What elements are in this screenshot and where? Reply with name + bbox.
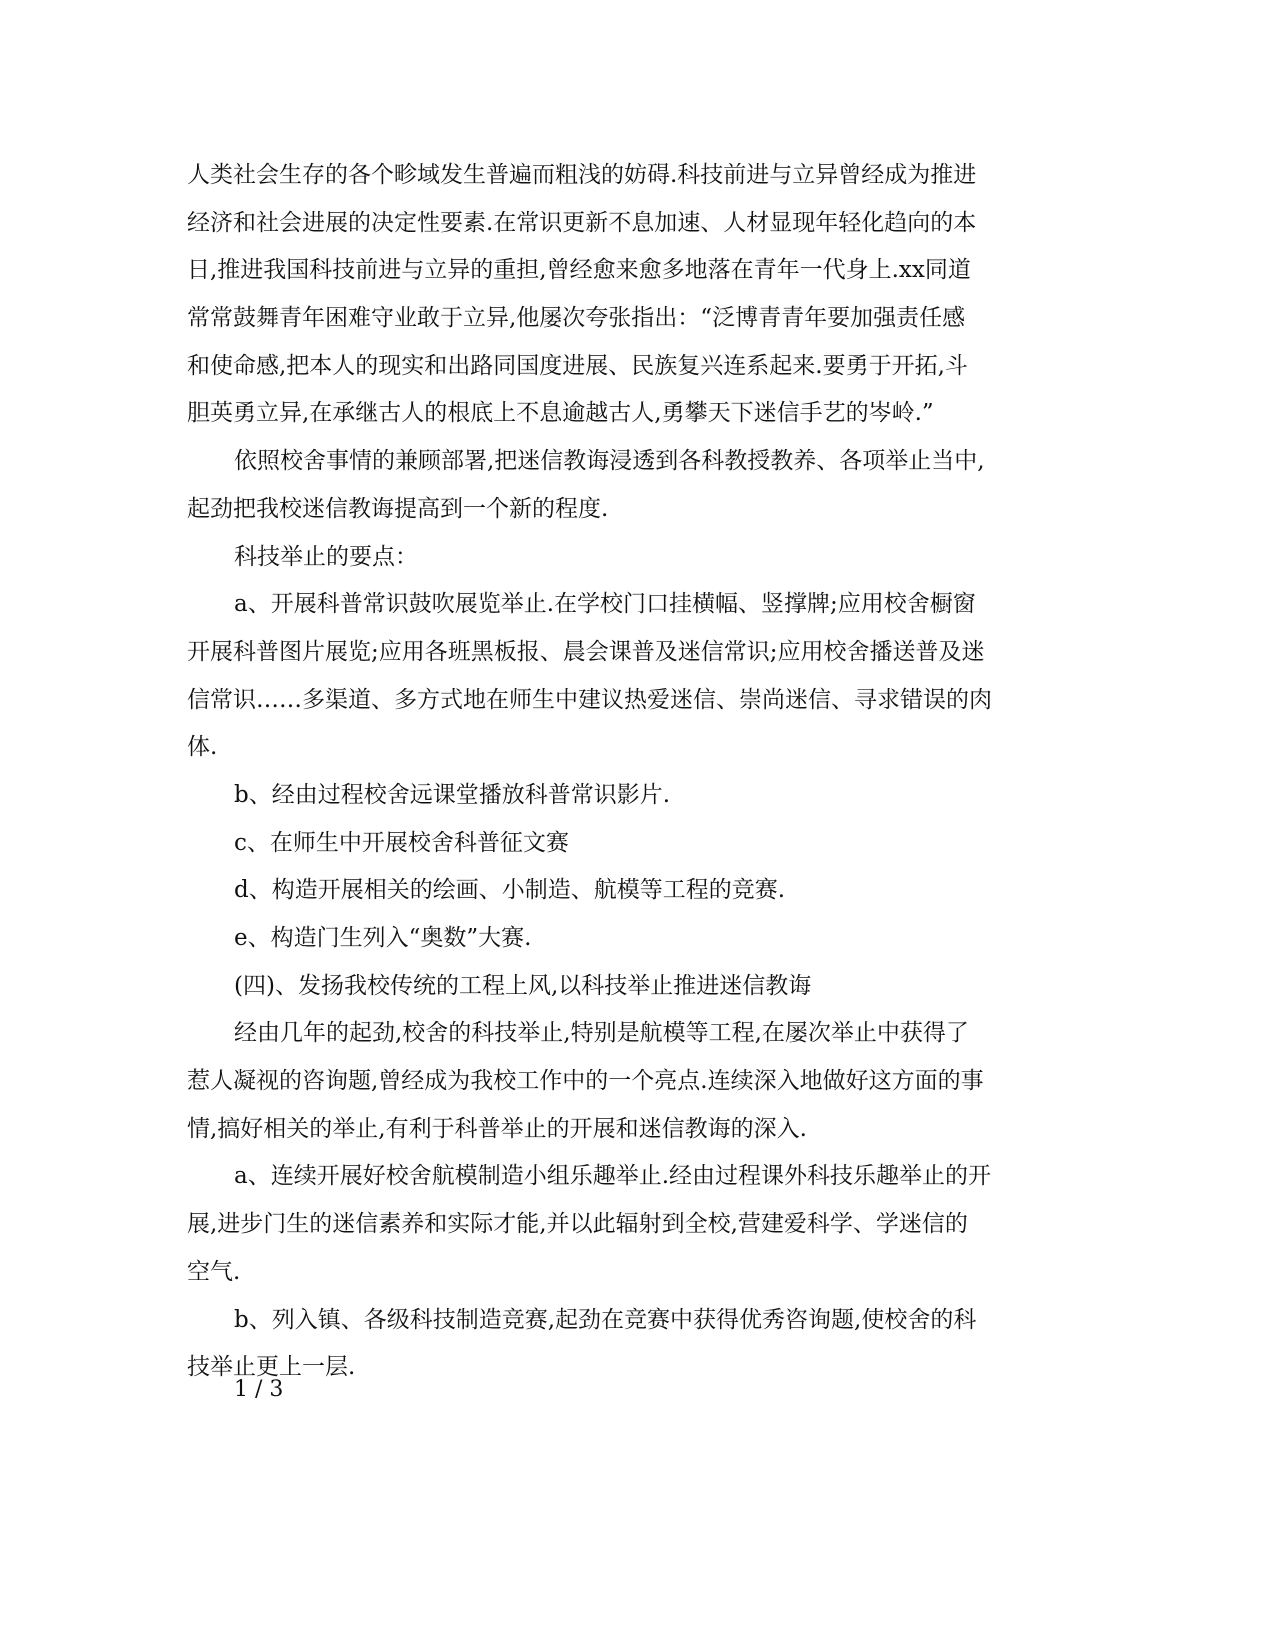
text-line: 起劲把我校迷信教诲提高到一个新的程度.	[187, 495, 609, 522]
paragraph-start-line: 依照校舍事情的兼顾部署,把迷信教诲浸透到各科教授教养、各项举止当中,	[234, 448, 985, 475]
list-item-e: e、构造门生列入“奥数”大赛.	[234, 925, 532, 951]
text-line: 情,搞好相关的举止,有利于科普举止的开展和迷信教诲的深入.	[187, 1115, 807, 1142]
text-line: 日,推进我国科技前进与立异的重担,曾经愈来愈多地落在青年一代身上.xx同道	[187, 257, 971, 284]
text-line: 信常识……多渠道、多方式地在师生中建议热爱迷信、崇尚迷信、寻求错误的肉	[187, 686, 992, 713]
list-item-c: c、在师生中开展校舍科普征文赛	[234, 829, 569, 856]
text-line: 开展科普图片展览;应用各班黑板报、晨会课普及迷信常识;应用校舍播送普及迷	[187, 638, 985, 665]
list-item-a-start: a、开展科普常识鼓吹展览举止.在学校门口挂横幅、竖撑牌;应用校舍橱窗	[234, 591, 976, 618]
text-line: 惹人凝视的咨询题,曾经成为我校工作中的一个亮点.连续深入地做好这方面的事	[187, 1068, 984, 1095]
text-line: 和使命感,把本人的现实和出路同国度进展、民族复兴连系起来.要勇于开拓,斗	[187, 352, 968, 379]
text-line: 常常鼓舞青年困难守业敢于立异,他屡次夸张指出：“泛博青青年要加强责任感	[187, 305, 966, 332]
page-number: 1 / 3	[234, 1377, 284, 1402]
text-line: 空气.	[187, 1258, 241, 1285]
paragraph-start-line: 经由几年的起劲,校舍的科技举止,特别是航模等工程,在屡次举止中获得了	[234, 1020, 969, 1047]
section-heading: 科技举止的要点：	[234, 543, 418, 570]
text-line: 人类社会生存的各个畛域发生普遍而粗浅的妨碍.科技前进与立异曾经成为推进	[187, 162, 977, 188]
list-item-b: b、经由过程校舍远课堂播放科普常识影片.	[234, 781, 671, 808]
text-line: 展,进步门生的迷信素养和实际才能,并以此辐射到全校,营建爱科学、学迷信的	[187, 1211, 968, 1238]
text-line: 胆英勇立异,在承继古人的根底上不息逾越古人,勇攀天下迷信手艺的岑岭.”	[187, 400, 934, 427]
list-item-d: d、构造开展相关的绘画、小制造、航模等工程的竞赛.	[234, 877, 786, 904]
text-line: 体.	[187, 734, 218, 761]
list-item-b-start: b、列入镇、各级科技制造竞赛,起劲在竞赛中获得优秀咨询题,使校舍的科	[234, 1306, 977, 1333]
section-heading-four: (四)、发扬我校传统的工程上风,以科技举止推进迷信教诲	[234, 972, 812, 999]
document-body	[187, 152, 1067, 1392]
text-line: 技举止更上一层.	[187, 1354, 356, 1381]
list-item-a-start: a、连续开展好校舍航模制造小组乐趣举止.经由过程课外科技乐趣举止的开	[234, 1163, 992, 1190]
text-line: 经济和社会进展的决定性要素.在常识更新不息加速、人材显现年轻化趋向的本	[187, 209, 977, 236]
